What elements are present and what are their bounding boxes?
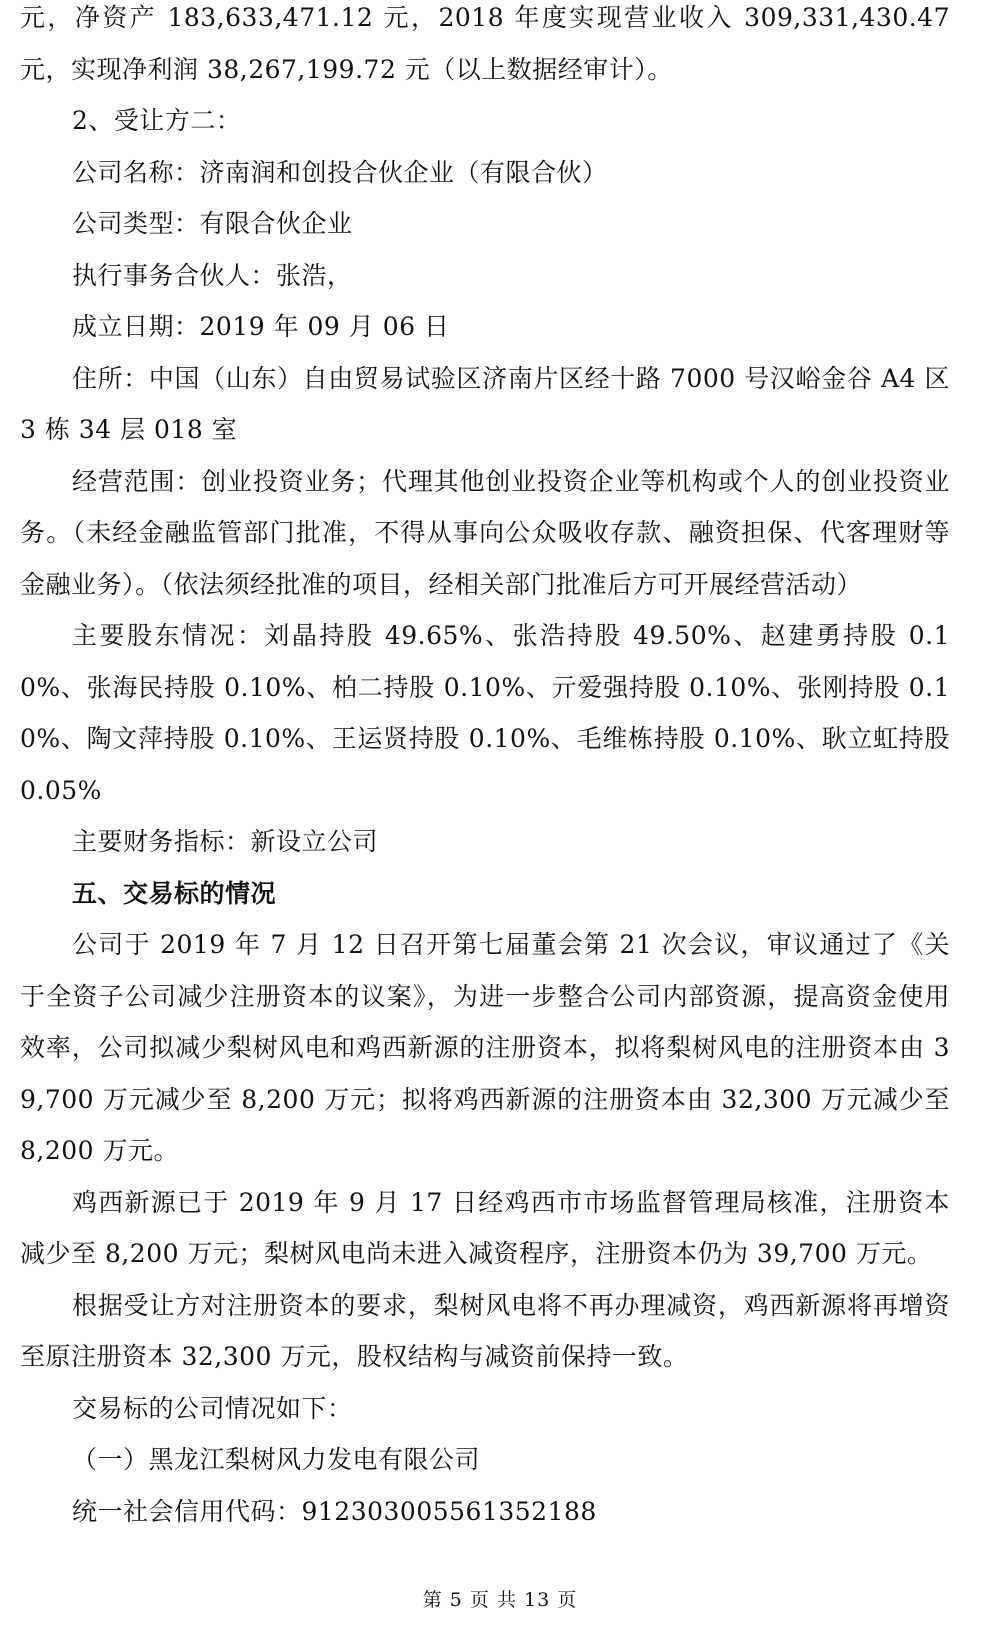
section-heading-transaction-target: 五、交易标的情况 bbox=[72, 878, 277, 908]
paragraph-target-intro: 交易标的公司情况如下： bbox=[72, 1393, 353, 1423]
paragraph-continuation: 元，净资产 183,633,471.12 元，2018 年度实现营业收入 309,331,430.47 元，实现净利润 38,267,199.72 元（以上数据经审计）。 bbox=[20, 3, 950, 84]
paragraph-shareholders: 主要股东情况：刘晶持股 49.65%、张浩持股 49.50%、赵建勇持股 0.10%、张海民持股 0.10%、柏二持股 0.10%、亓爱强持股 0.10%、张刚持股 0.10%、陶文萍持股 0.10%、王运贤持股 0.10%、毛维栋持股 0.10%、耿立虹持股 0.05% bbox=[20, 621, 950, 805]
paragraph-business-scope: 经营范围：创业投资业务；代理其他创业投资企业等机构或个人的创业投资业务。（未经金融监管部门批准，不得从事向公众吸收存款、融资担保、代客理财等金融业务）。（依法须经批准的项目，经相关部门批准后方可开展经营活动） bbox=[20, 466, 950, 599]
paragraph-establish-date: 成立日期：2019 年 09 月 06 日 bbox=[72, 312, 450, 341]
paragraph-capital-requirement: 根据受让方对注册资本的要求，梨树风电将不再办理减资，鸡西新源将再增资至原注册资本 32,300 万元，股权结构与减资前保持一致。 bbox=[20, 1290, 950, 1371]
paragraph-company-name: 公司名称：济南润和创投合伙企业（有限合伙） bbox=[72, 157, 608, 187]
paragraph-financial-indicators: 主要财务指标：新设立公司 bbox=[72, 827, 379, 856]
page-number-footer: 第 5 页 共 13 页 bbox=[422, 1589, 578, 1611]
paragraph-company-type: 公司类型：有限合伙企业 bbox=[72, 209, 353, 238]
paragraph-transferee-two: 2、受让方二： bbox=[72, 106, 242, 135]
paragraph-jixi-approval: 鸡西新源已于 2019 年 9 月 17 日经鸡西市市场监督管理局核准，注册资本减少至 8,200 万元；梨树风电尚未进入减资程序，注册资本仍为 39,700 万元。 bbox=[20, 1187, 950, 1268]
paragraph-target-company-one: （一）黑龙江梨树风力发电有限公司 bbox=[72, 1445, 481, 1474]
paragraph-managing-partner: 执行事务合伙人：张浩， bbox=[72, 260, 353, 290]
paragraph-address: 住所：中国（山东）自由贸易试验区济南片区经十路 7000 号汉峪金谷 A4 区 3 栋 34 层 018 室 bbox=[20, 363, 950, 444]
document-body bbox=[20, 0, 950, 1537]
paragraph-board-meeting: 公司于 2019 年 7 月 12 日召开第七届董会第 21 次会议，审议通过了《关于全资子公司减少注册资本的议案》，为进一步整合公司内部资源，提高资金使用效率，公司拟减少梨树风电和鸡西新源的注册资本，拟将梨树风电的注册资本由 39,700 万元减少至 8,200 万元；拟将鸡西新源的注册资本由 32,300 万元减少至 8,200 万元。 bbox=[20, 930, 950, 1165]
paragraph-credit-code: 统一社会信用代码：912303005561352188 bbox=[72, 1496, 597, 1526]
